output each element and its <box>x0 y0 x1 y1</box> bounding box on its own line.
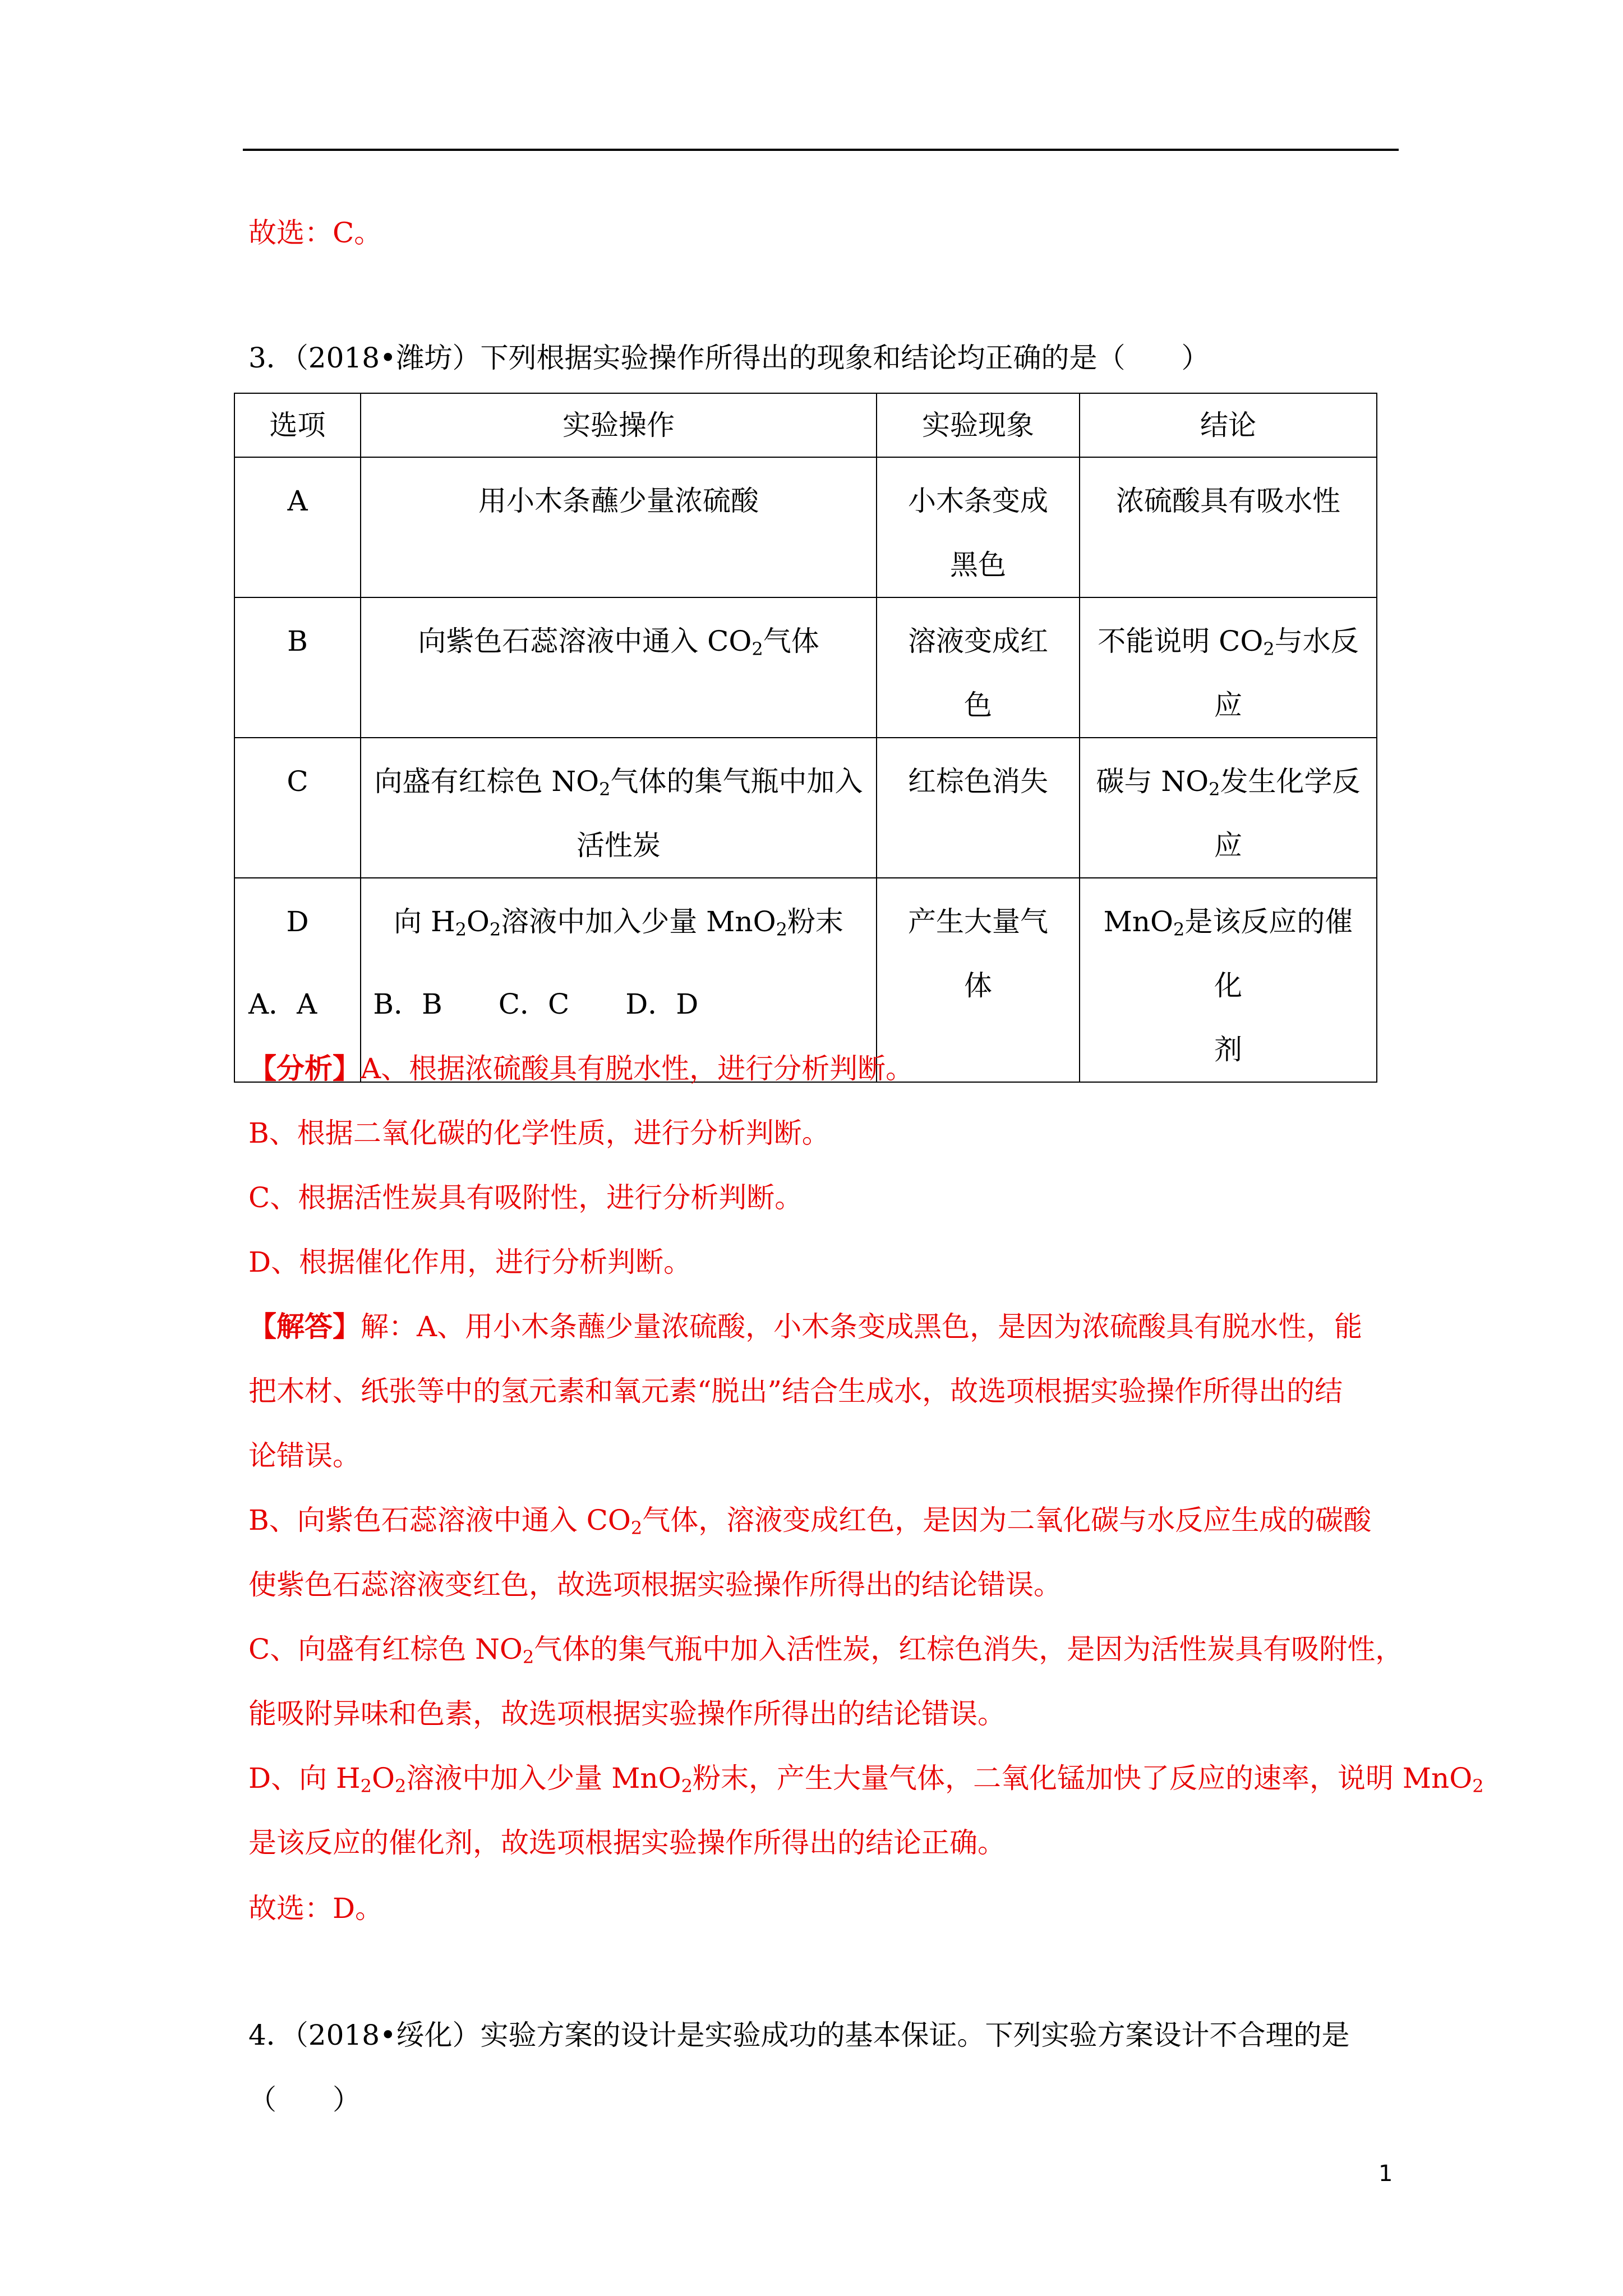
solution-line-5: 使紫色石蕊溶液变红色，故选项根据实验操作所得出的结论错误。 <box>248 1568 1062 1601</box>
solution-line-6: C、向盛有红棕色 $NO_2$气体的集气瓶中加入活性炭，红棕色消失，是因为活性炭具有吸附性， <box>248 1633 1404 1668</box>
page-number: 1 <box>1378 2161 1393 2187</box>
analysis-line-2: B、根据二氧化碳的化学性质，进行分析判断。 <box>248 1117 830 1149</box>
question-4-line-1: 4．（2018•绥化）实验方案的设计是实验成功的基本保证。下列实验方案设计不合理的是 <box>248 2019 1350 2051</box>
header-operation: 实验操作 <box>361 393 877 457</box>
solution-line-8: D、向 $H_2O_2$溶液中加入少量 MnO$_2$粉末，产生大量气体，二氧化锰加快了反应的速率，说明 MnO$_2$ <box>248 1762 1484 1797</box>
conclusion-cell: 不能说明 $CO_2$与水反 应 <box>1080 597 1377 738</box>
top-answer: 故选：C。 <box>248 217 382 249</box>
table-header-row <box>234 393 1377 457</box>
option-cell: D <box>234 878 361 1082</box>
operation-cell: 向盛有红棕色 $NO_2$气体的集气瓶中加入 活性炭 <box>361 738 877 878</box>
header-conclusion: 结论 <box>1080 393 1377 457</box>
operation-cell: 向 $H_2O_2$溶液中加入少量 MnO$_2$粉末 <box>361 878 877 1082</box>
solution-tag: 【解答】 <box>248 1310 361 1343</box>
operation-cell: 用小木条蘸少量浓硫酸 <box>361 457 877 597</box>
solution-answer: 故选：D。 <box>248 1892 384 1925</box>
conclusion-cell: MnO$_2$是该反应的催化 剂 <box>1080 878 1377 1082</box>
table-row <box>234 738 1377 878</box>
option-cell: B <box>234 597 361 738</box>
phenomenon-cell: 红棕色消失 <box>877 738 1080 878</box>
question-3-stem: 3．（2018•潍坊）下列根据实验操作所得出的现象和结论均正确的是（ ） <box>248 342 1210 374</box>
question-4-line-2: （ ） <box>248 2083 361 2116</box>
solution-line-2: 把木材、纸张等中的氢元素和氧元素“脱出”结合生成水，故选项根据实验操作所得出的结 <box>248 1375 1343 1407</box>
header-rule <box>243 149 1399 151</box>
solution-line-7: 能吸附异味和色素，故选项根据实验操作所得出的结论错误。 <box>248 1697 1006 1730</box>
solution-line-4: B、向紫色石蕊溶液中通入 $CO_2$气体，溶液变成红色，是因为二氧化碳与水反应生成的碳酸 <box>248 1504 1372 1539</box>
conclusion-cell: 浓硫酸具有吸水性 <box>1080 457 1377 597</box>
table-row <box>234 597 1377 738</box>
option-cell: C <box>234 738 361 878</box>
analysis-line-3: C、根据活性炭具有吸附性，进行分析判断。 <box>248 1181 803 1214</box>
analysis-tag: 【分析】 <box>248 1052 361 1085</box>
header-option: 选项 <box>234 393 361 457</box>
operation-cell: 向紫色石蕊溶液中通入 $CO_2$气体 <box>361 597 877 738</box>
phenomenon-cell: 小木条变成 黑色 <box>877 457 1080 597</box>
conclusion-cell: 碳与 $NO_2$发生化学反 应 <box>1080 738 1377 878</box>
table-row <box>234 457 1377 597</box>
solution-line-9: 是该反应的催化剂，故选项根据实验操作所得出的结论正确。 <box>248 1826 1006 1859</box>
analysis-line-1: 【分析】A、根据浓硫酸具有脱水性，进行分析判断。 <box>248 1052 914 1085</box>
header-phenomenon: 实验现象 <box>877 393 1080 457</box>
question-3-choices: A．A B．B C．C D．D <box>248 988 699 1020</box>
phenomenon-cell: 溶液变成红 色 <box>877 597 1080 738</box>
phenomenon-cell: 产生大量气 体 <box>877 878 1080 1082</box>
solution-line-3: 论错误。 <box>248 1439 361 1472</box>
analysis-line-4: D、根据催化作用，进行分析判断。 <box>248 1246 692 1278</box>
question-3-table <box>234 393 1377 1083</box>
option-cell: A <box>234 457 361 597</box>
solution-line-1: 【解答】解：A、用小木条蘸少量浓硫酸，小木条变成黑色，是因为浓硫酸具有脱水性，能 <box>248 1310 1363 1343</box>
